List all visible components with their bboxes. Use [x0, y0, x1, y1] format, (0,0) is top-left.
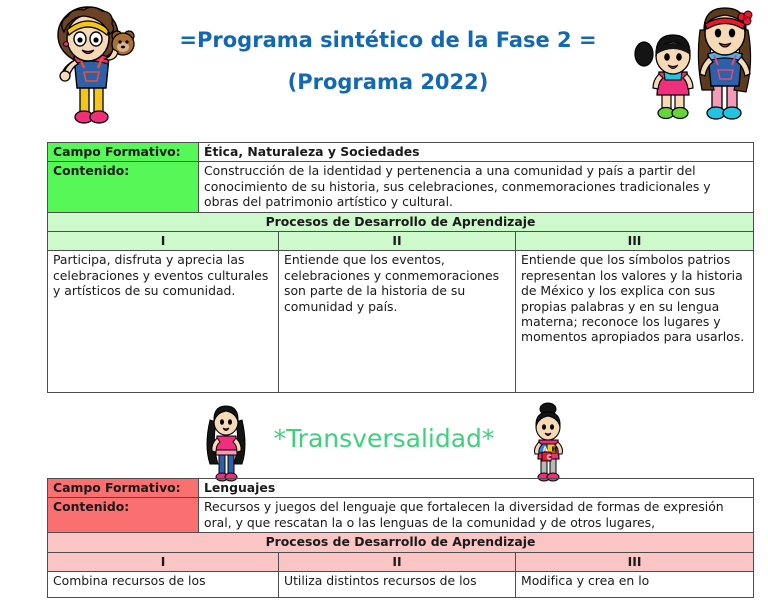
campo-formativo-value: Ética, Naturaleza y Sociedades — [199, 143, 754, 162]
roman-header-3: III — [516, 552, 754, 571]
transversalidad-heading — [0, 424, 768, 453]
girl-with-abc-blocks-clipart — [522, 402, 574, 482]
table-row-pda-cells — [48, 572, 754, 598]
pda-cell-1: Combina recursos de los — [48, 572, 279, 598]
pda-band-label: Procesos de Desarrollo de Aprendizaje — [48, 533, 754, 552]
table-row-pda-band — [48, 212, 754, 231]
contenido-label: Contenido: — [48, 162, 199, 212]
table-row-pda-band — [48, 533, 754, 552]
campo-formativo-label: Campo Formativo: — [48, 479, 199, 498]
table-row-campo-formativo — [48, 479, 754, 498]
page-title-line-1: =Programa sintético de la Fase 2 = — [179, 28, 597, 52]
girl-pink-shirt-clipart — [198, 398, 254, 484]
pda-cell-3: Entiende que los símbolos patrios representan los valores y la historia de México y los explica con sus propias palabras y en su lengua materna; reconoce los lugares y momentos apropiados para usarlos. — [516, 251, 754, 393]
pda-cell-2: Entiende que los eventos, celebraciones y conmemoraciones son parte de la historia de su comunidad y país. — [279, 251, 516, 393]
page-title-line-2: (Programa 2022) — [287, 70, 489, 94]
page-header — [0, 0, 768, 130]
pda-band-label: Procesos de Desarrollo de Aprendizaje — [48, 212, 754, 231]
roman-header-1: I — [48, 552, 279, 571]
table-campo-formativo-etica — [47, 142, 753, 393]
table-row-campo-formativo — [48, 143, 754, 162]
table-row-contenido — [48, 498, 754, 533]
roman-header-2: II — [279, 552, 516, 571]
roman-header-3: III — [516, 232, 754, 251]
plan-table — [47, 142, 754, 393]
roman-header-2: II — [279, 232, 516, 251]
pda-cell-2: Utiliza distintos recursos de los — [279, 572, 516, 598]
svg-text:B: B — [551, 445, 557, 454]
plan-table — [47, 478, 754, 598]
transversalidad-label: *Transversalidad* — [273, 424, 495, 453]
girl-with-ponytail-and-mother-clipart — [626, 0, 766, 126]
roman-header-1: I — [48, 232, 279, 251]
campo-formativo-value: Lenguajes — [199, 479, 754, 498]
table-row-roman-headers — [48, 232, 754, 251]
contenido-label: Contenido: — [48, 498, 199, 533]
page-title — [168, 22, 608, 100]
girl-with-teddy-bear-clipart — [42, 2, 138, 128]
campo-formativo-label: Campo Formativo: — [48, 143, 199, 162]
pda-cell-1: Participa, disfruta y aprecia las celebraciones y eventos culturales y artísticos de su comunidad. — [48, 251, 279, 393]
pda-cell-3: Modifica y crea en lo — [516, 572, 754, 598]
table-row-contenido — [48, 162, 754, 212]
svg-text:C: C — [546, 453, 552, 462]
svg-text:A: A — [542, 445, 548, 454]
table-row-pda-cells — [48, 251, 754, 393]
table-row-roman-headers — [48, 552, 754, 571]
table-campo-formativo-lenguajes — [47, 478, 753, 598]
contenido-value: Recursos y juegos del lenguaje que fortalecen la diversidad de formas de expresión oral, y que rescatan la o las lenguas de la comunidad y de otros lugares, — [199, 498, 754, 533]
contenido-value: Construcción de la identidad y pertenencia a una comunidad y país a partir del conocimiento de su historia, sus celebraciones, conmemoraciones tradicionales y obras del patrimonio artístico y cultural. — [199, 162, 754, 212]
